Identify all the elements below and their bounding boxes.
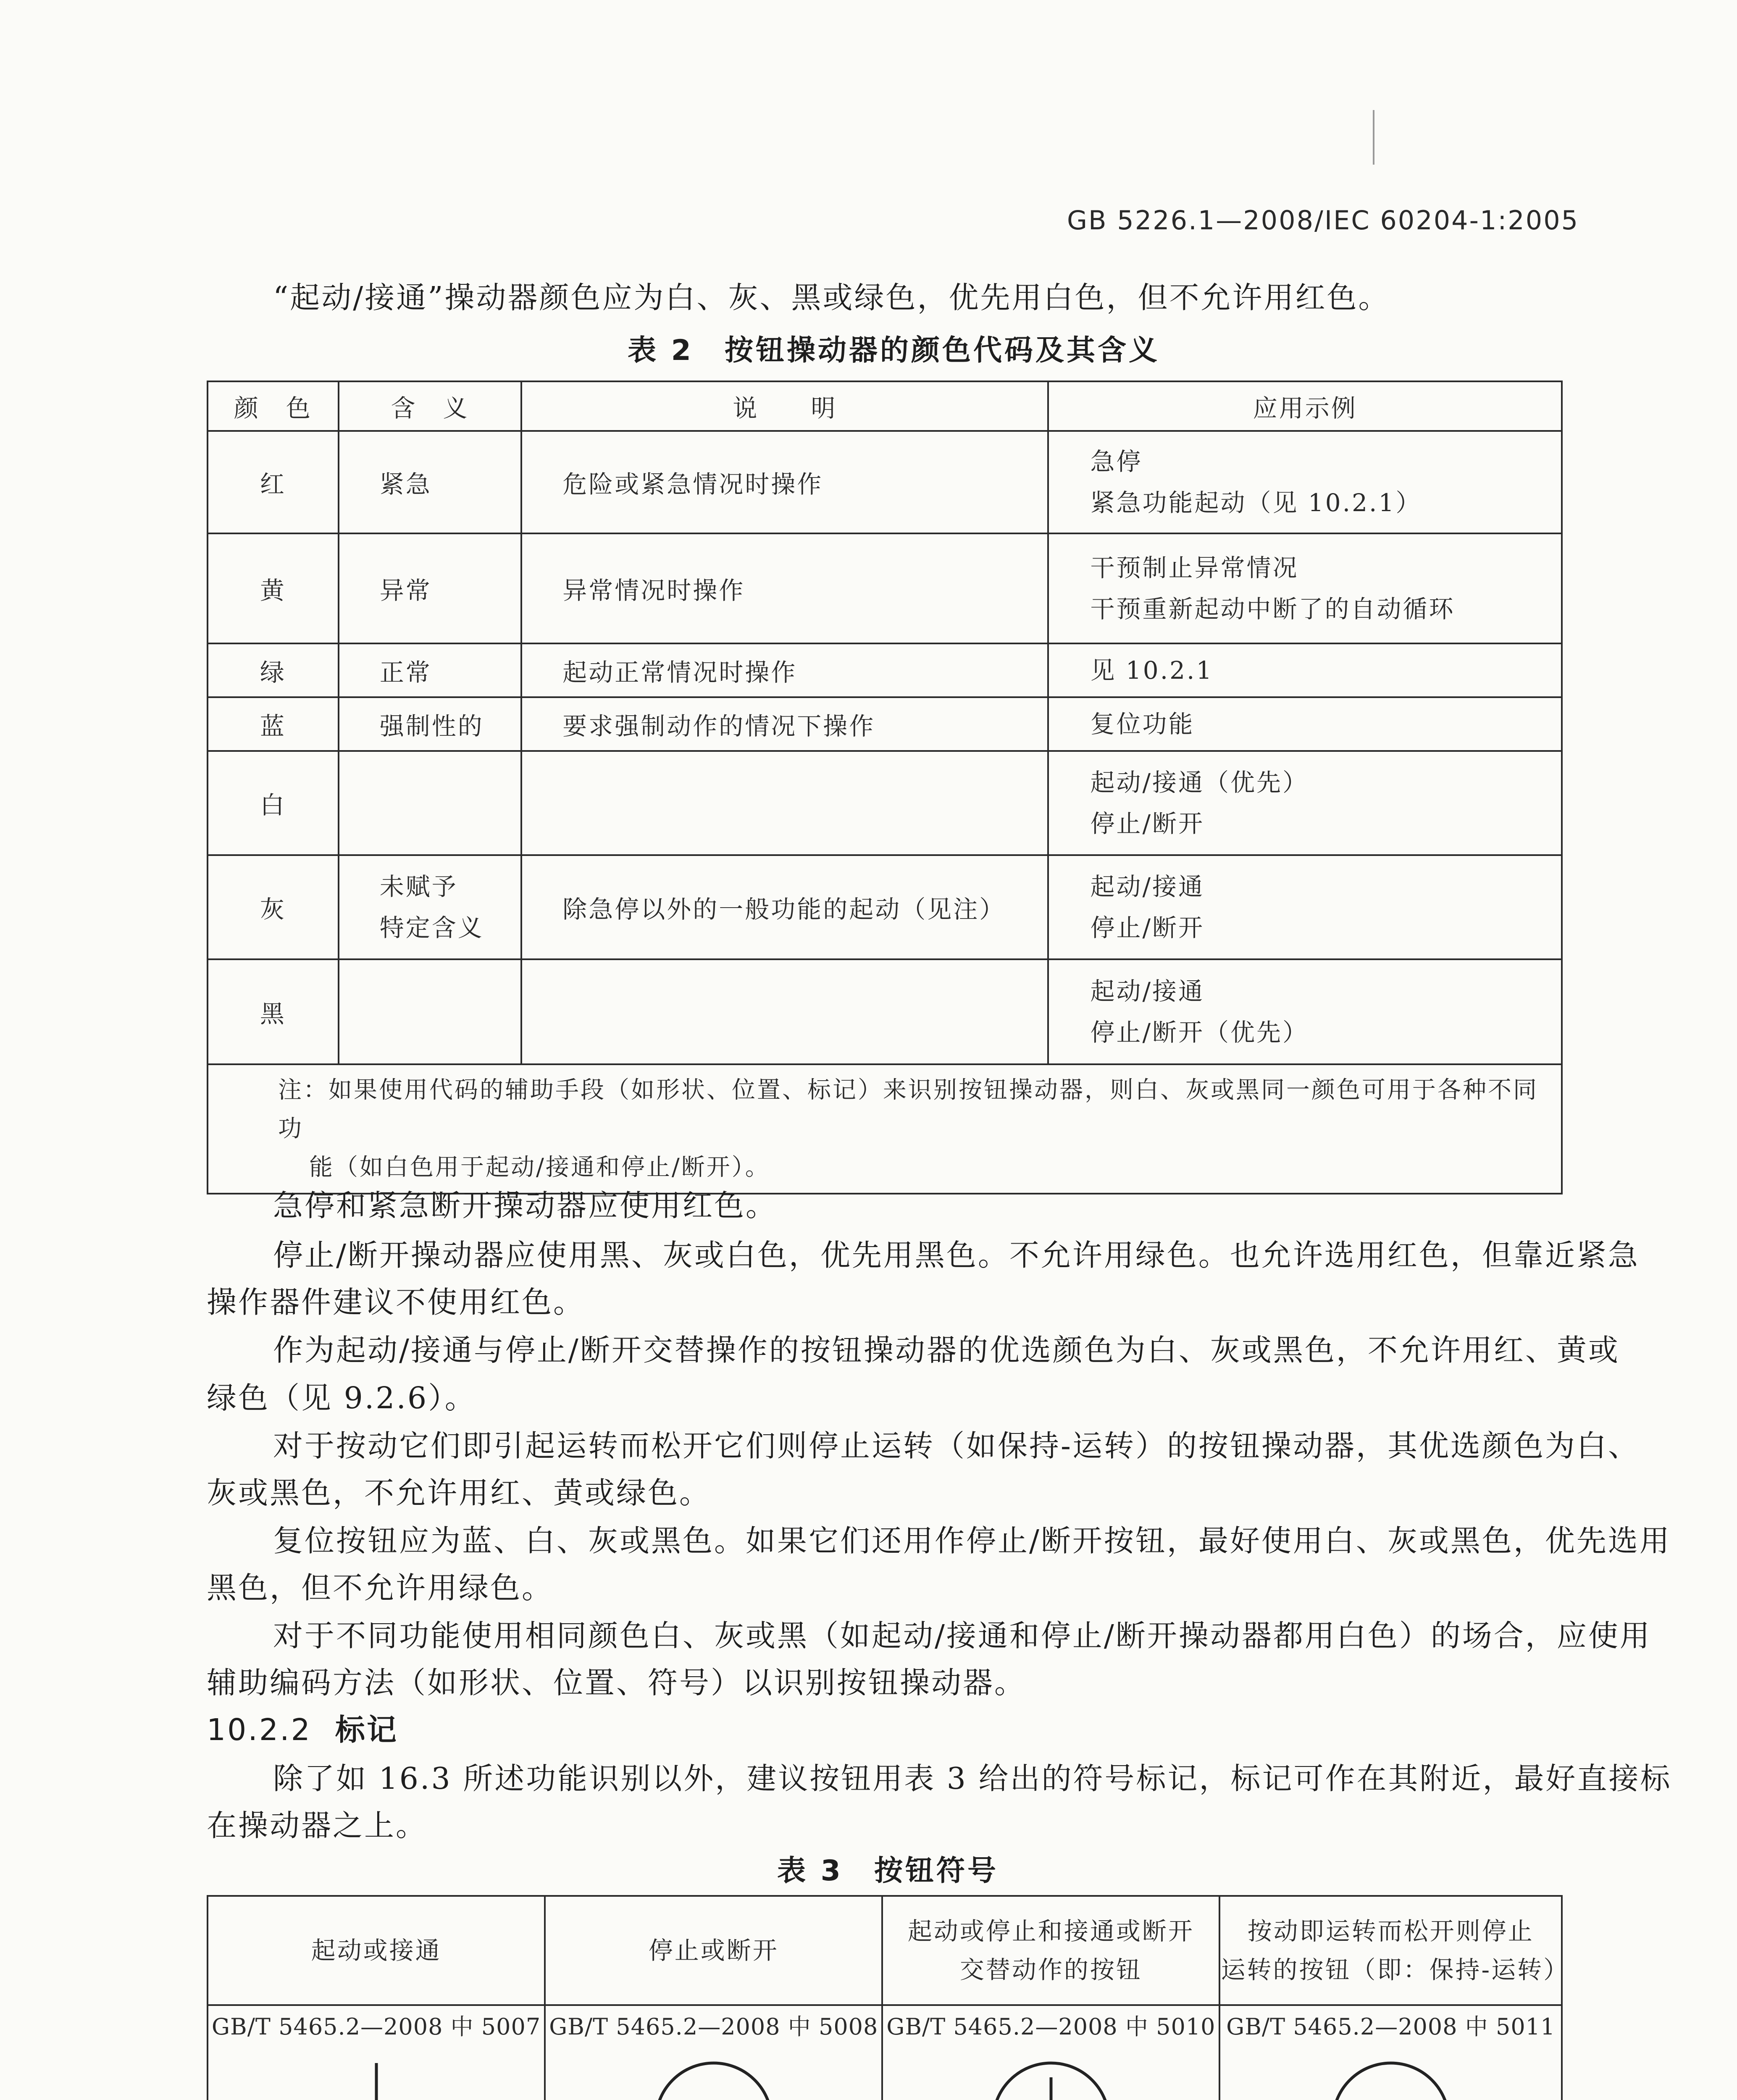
- header-start: 起动或接通: [208, 1896, 545, 2005]
- intro-paragraph: “起动/接通”操动器颜色应为白、灰、黑或绿色，优先用白色，但不允许用红色。: [273, 280, 1390, 315]
- cell-color: 蓝: [208, 697, 339, 751]
- paragraph: 灰或黑色，不允许用红、黄或绿色。: [207, 1475, 711, 1510]
- example-line: 急停: [1090, 447, 1143, 476]
- cell-examples: 见 10.2.1: [1048, 643, 1562, 697]
- example-line: 干预制止异常情况: [1090, 554, 1299, 582]
- table-note-row: [208, 1064, 1562, 1194]
- symbol-cell: [1219, 2005, 1562, 2100]
- cell-meaning: [339, 959, 522, 1064]
- header-line: 运转的按钮（即：保持-运转）: [1221, 1956, 1570, 1984]
- section-heading: [207, 1705, 398, 1755]
- cell-color: 红: [208, 431, 339, 533]
- example-line: 停止/断开: [1090, 809, 1204, 838]
- table-row: [208, 855, 1562, 959]
- cell-description: 要求强制动作的情况下操作: [521, 697, 1048, 751]
- table-row: [208, 431, 1562, 533]
- cell-examples: [1048, 533, 1562, 643]
- header-line: 按动即运转而松开则停止: [1247, 1917, 1534, 1945]
- scan-mark: [1373, 110, 1374, 165]
- standard-code: GB 5226.1—2008/IEC 60204-1:2005: [1067, 205, 1579, 236]
- example-line: 停止/断开（优先）: [1090, 1018, 1309, 1047]
- paragraph: 绿色（见 9.2.6）。: [207, 1381, 476, 1415]
- paragraph: 复位按钮应为蓝、白、灰或黑色。如果它们还用作停止/断开按钮，最好使用白、灰或黑色，优先选用: [273, 1523, 1671, 1558]
- example-line: 紧急功能起动（见 10.2.1）: [1090, 488, 1422, 517]
- cell-meaning: 异常: [339, 533, 522, 643]
- hold-to-run-symbol-icon: [1324, 2054, 1458, 2100]
- paragraph: 作为起动/接通与停止/断开交替操作的按钮操动器的优选颜色为白、灰或黑色，不允许用红、黄或: [273, 1333, 1620, 1368]
- paragraph: 在操动器之上。: [207, 1808, 428, 1843]
- table-header-row: [208, 1896, 1562, 2005]
- example-line: 干预重新起动中断了的自动循环: [1090, 595, 1455, 623]
- cell-description: 危险或紧急情况时操作: [521, 431, 1048, 533]
- symbols-row: [208, 2005, 1562, 2100]
- header-alternate: [882, 1896, 1219, 2005]
- cell-meaning: [339, 855, 522, 959]
- note-line: 能（如白色用于起动/接通和停止/断开）。: [309, 1154, 770, 1181]
- cell-examples: [1048, 751, 1562, 855]
- header-stop: 停止或断开: [545, 1896, 882, 2005]
- cell-color: 白: [208, 751, 339, 855]
- start-stop-alternate-symbol-icon: [984, 2054, 1118, 2100]
- table-header-row: [208, 381, 1562, 431]
- color-code-table: [207, 381, 1563, 1194]
- paragraph: 对于不同功能使用相同颜色白、灰或黑（如起动/接通和停止/断开操动器都用白色）的场合，应使用: [273, 1618, 1651, 1653]
- section-title: 标记: [335, 1712, 398, 1747]
- cell-examples: [1048, 855, 1562, 959]
- table-row: [208, 697, 1562, 751]
- paragraph: 急停和紧急断开操动器应使用红色。: [273, 1188, 778, 1223]
- cell-description: 除急停以外的一般功能的起动（见注）: [521, 855, 1048, 959]
- table-row: [208, 643, 1562, 697]
- paragraph: 停止/断开操动器应使用黑、灰或白色，优先用黑色。不允许用绿色。也允许选用红色，但靠近紧急: [273, 1238, 1640, 1273]
- cell-examples: [1048, 431, 1562, 533]
- cell-examples: [1048, 959, 1562, 1064]
- example-line: 起动/接通（优先）: [1090, 768, 1309, 797]
- table-row: [208, 959, 1562, 1064]
- cell-color: 绿: [208, 643, 339, 697]
- example-line: 起动/接通: [1090, 977, 1204, 1005]
- cell-meaning: 强制性的: [339, 697, 522, 751]
- cell-description: 起动正常情况时操作: [521, 643, 1048, 697]
- header-meaning: 含 义: [339, 381, 522, 431]
- cell-description: [521, 751, 1048, 855]
- table3-caption: 表 3 按钮符号: [777, 1854, 999, 1887]
- stop-symbol-icon: [646, 2054, 781, 2100]
- cell-examples: 复位功能: [1048, 697, 1562, 751]
- button-symbols-table: [207, 1895, 1570, 2100]
- paragraph: 除了如 16.3 所述功能识别以外，建议按钮用表 3 给出的符号标记，标记可作在其附近，最好直接标: [273, 1761, 1672, 1796]
- cell-color: 灰: [208, 855, 339, 959]
- symbol-reference: GB/T 5465.2—2008 中 5008: [549, 2013, 878, 2040]
- cell-color: 黄: [208, 533, 339, 643]
- header-description: 说 明: [521, 381, 1048, 431]
- table-note: [208, 1064, 1562, 1194]
- table-row: [208, 533, 1562, 643]
- header-line: 起动或停止和接通或断开: [907, 1917, 1194, 1945]
- meaning-line: 未赋予: [379, 872, 458, 901]
- example-line: 停止/断开: [1090, 914, 1204, 942]
- cell-meaning: 紧急: [339, 431, 522, 533]
- symbol-reference: GB/T 5465.2—2008 中 5007: [211, 2013, 541, 2040]
- symbol-reference: GB/T 5465.2—2008 中 5010: [886, 2013, 1216, 2040]
- paragraph: 辅助编码方法（如形状、位置、符号）以识别按钮操动器。: [207, 1665, 1026, 1700]
- note-line: 注：如果使用代码的辅助手段（如形状、位置、标记）来识别按钮操动器，则白、灰或黑同一颜色可用于各种不同功: [278, 1076, 1538, 1142]
- table2-caption: 表 2 按钮操动器的颜色代码及其含义: [628, 334, 1160, 367]
- paragraph: 黑色，但不允许用绿色。: [207, 1570, 554, 1605]
- header-color: 颜 色: [208, 381, 339, 431]
- paragraph: 对于按动它们即引起运转而松开它们则停止运转（如保持-运转）的按钮操动器，其优选颜色为白、: [273, 1428, 1640, 1463]
- paragraph: 操作器件建议不使用红色。: [207, 1285, 585, 1320]
- cell-description: 异常情况时操作: [521, 533, 1048, 643]
- example-line: 起动/接通: [1090, 872, 1204, 901]
- meaning-line: 特定含义: [379, 914, 484, 942]
- cell-meaning: 正常: [339, 643, 522, 697]
- cell-meaning: [339, 751, 522, 855]
- header-hold-to-run: [1219, 1896, 1570, 2005]
- table-row: [208, 751, 1562, 855]
- cell-description: [521, 959, 1048, 1064]
- symbol-cell: [208, 2005, 545, 2100]
- section-number: 10.2.2: [207, 1712, 312, 1747]
- start-symbol-icon: [309, 2054, 444, 2100]
- header-examples: 应用示例: [1048, 381, 1562, 431]
- symbol-cell: [545, 2005, 882, 2100]
- header-line: 交替动作的按钮: [959, 1956, 1142, 1984]
- symbol-cell: [882, 2005, 1219, 2100]
- cell-color: 黑: [208, 959, 339, 1064]
- symbol-reference: GB/T 5465.2—2008 中 5011: [1226, 2013, 1556, 2040]
